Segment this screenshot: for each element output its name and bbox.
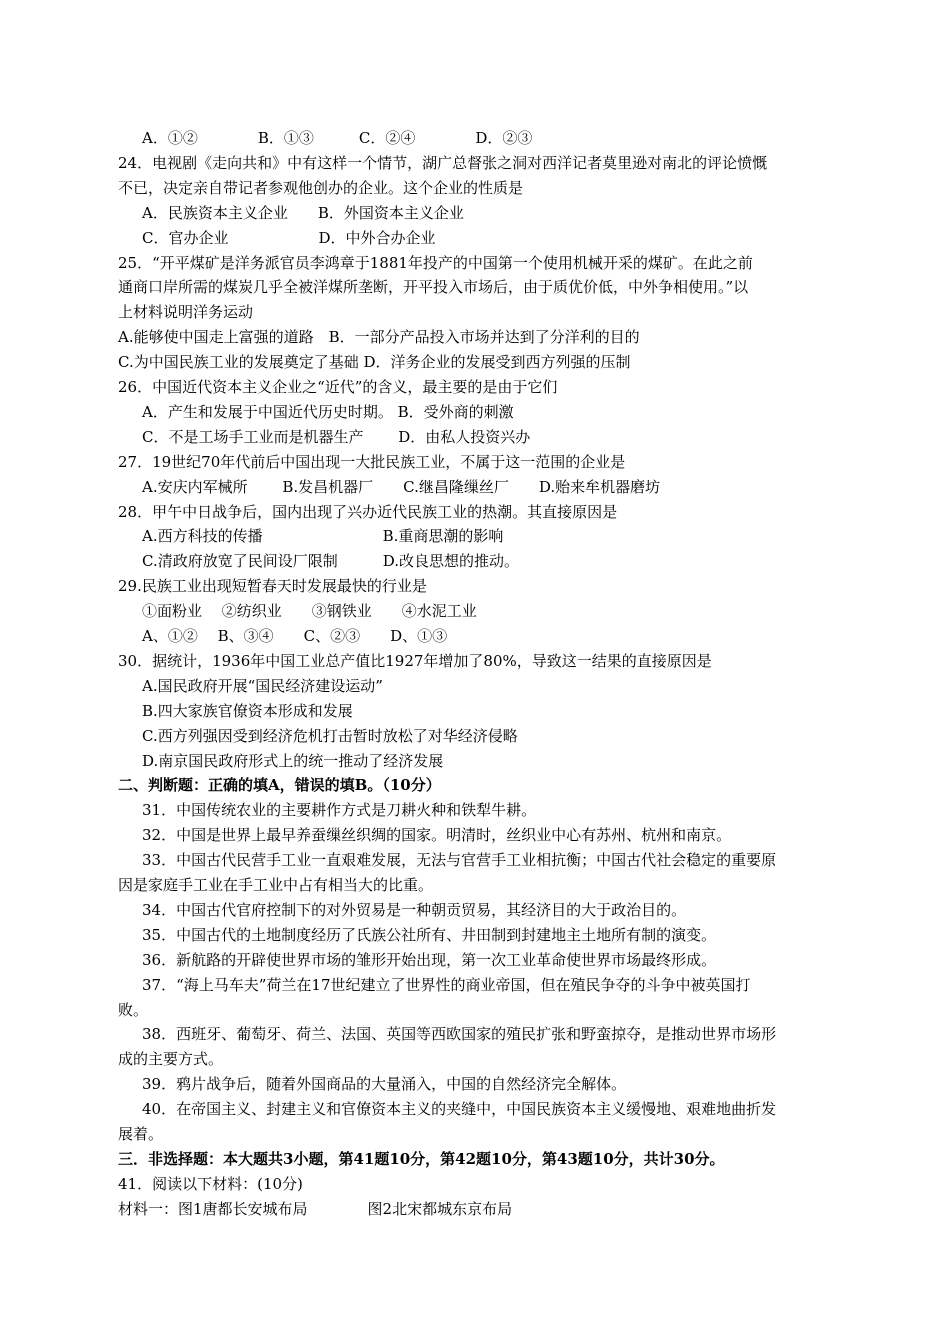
text-line: A.国民政府开展“国民经济建设运动” <box>142 676 383 695</box>
text-line: 33．中国古代民营手工业一直艰难发展，无法与官营手工业相抗衡；中国古代社会稳定的重要原 <box>142 851 777 870</box>
text-line: C．不是工场手工业而是机器生产 D．由私人投资兴办 <box>142 427 531 446</box>
text-line: 材料一：图1唐都长安城布局 图2北宋都城东京布局 <box>118 1199 513 1218</box>
text-line: 36．新航路的开辟使世界市场的雏形开始出现，第一次工业革命使世界市场最终形成。 <box>142 950 717 969</box>
text-line: 30．据统计，1936年中国工业总产值比1927年增加了80%，导致这一结果的直接原因是 <box>118 651 712 670</box>
text-line: 三．非选择题：本大题共3小题，第41题10分，第42题10分，第43题10分，共计30分。 <box>118 1149 725 1168</box>
text-line: 32．中国是世界上最早养蚕缫丝织绸的国家。明清时，丝织业中心有苏州、杭州和南京。 <box>142 826 732 845</box>
text-line: 28．甲午中日战争后，国内出现了兴办近代民族工业的热潮。其直接原因是 <box>118 502 618 521</box>
text-line: 不已，决定亲自带记者参观他创办的企业。这个企业的性质是 <box>118 178 524 197</box>
text-line: A．①② B．①③ C．②④ D．②③ <box>142 129 533 147</box>
text-line: A.安庆内军械所 B.发昌机器厂 C.继昌隆缫丝厂 D.贻来牟机器磨坊 <box>142 477 661 496</box>
text-line: 29.民族工业出现短暂春天时发展最快的行业是 <box>118 577 427 596</box>
text-line: 成的主要方式。 <box>118 1050 224 1069</box>
text-line: A．产生和发展于中国近代历史时期。 B．受外商的刺激 <box>142 402 514 421</box>
text-line: 35．中国古代的土地制度经历了氏族公社所有、井田制到封建地主土地所有制的演变。 <box>142 925 717 944</box>
text-line: 上材料说明洋务运动 <box>118 303 254 322</box>
text-line: 27．19世纪70年代前后中国出现一大批民族工业，不属于这一范围的企业是 <box>118 452 626 471</box>
text-line: C.清政府放宽了民间设厂限制 D.改良思想的推动。 <box>142 552 519 571</box>
text-line: 34．中国古代官府控制下的对外贸易是一种朝贡贸易，其经济目的大于政治目的。 <box>142 900 687 919</box>
text-line: 31．中国传统农业的主要耕作方式是刀耕火种和铁犁牛耕。 <box>142 801 537 820</box>
text-line: 因是家庭手工业在手工业中占有相当大的比重。 <box>118 876 434 894</box>
text-line: C.西方列强因受到经济危机打击暂时放松了对华经济侵略 <box>142 726 518 745</box>
text-line: 26．中国近代资本主义企业之“近代”的含义，最主要的是由于它们 <box>118 378 558 396</box>
text-line: A．民族资本主义企业 B．外国资本主义企业 <box>142 203 464 222</box>
text-line: A.能够使中国走上富强的道路 B．一部分产品投入市场并达到了分洋利的目的 <box>118 328 640 347</box>
text-line: ①面粉业 ②纺织业 ③钢铁业 ④水泥工业 <box>142 602 477 621</box>
text-line: C.为中国民族工业的发展奠定了基础 D．洋务企业的发展受到西方列强的压制 <box>118 353 631 372</box>
text-line: 25．“开平煤矿是洋务派官员李鸿章于1881年投产的中国第一个使用机械开采的煤矿。在此之前 <box>118 253 753 272</box>
text-line: 37．“海上马车夫”荷兰在17世纪建立了世界性的商业帝国，但在殖民争夺的斗争中被英国打 <box>142 975 751 994</box>
text-line: 败。 <box>118 1000 149 1019</box>
text-line: 38．西班牙、葡萄牙、荷兰、法国、英国等西欧国家的殖民扩张和野蛮掠夺，是推动世界市场形 <box>142 1025 777 1044</box>
text-line: A、①② B、③④ C、②③ D、①③ <box>142 627 448 645</box>
text-line: A.西方科技的传播 B.重商思潮的影响 <box>142 527 504 546</box>
text-line: 40．在帝国主义、封建主义和官僚资本主义的夹缝中，中国民族资本主义缓慢地、艰难地曲折发 <box>142 1100 777 1119</box>
text-line: 39．鸦片战争后，随着外国商品的大量涌入，中国的自然经济完全解体。 <box>142 1075 627 1094</box>
text-line: B.四大家族官僚资本形成和发展 <box>142 701 353 720</box>
text-line: 二、判断题：正确的填A，错误的填B。（10分） <box>118 776 441 795</box>
text-line: 通商口岸所需的煤炭几乎全被洋煤所垄断，开平投入市场后，由于质优价低，中外争相使用。”以 <box>118 278 749 297</box>
text-line: 展着。 <box>118 1125 164 1143</box>
text-line: D.南京国民政府形式上的统一推动了经济发展 <box>142 751 444 770</box>
text-line: C．官办企业 D．中外合办企业 <box>142 228 436 247</box>
text-line: 41．阅读以下材料：(10分) <box>118 1174 303 1193</box>
text-line: 24．电视剧《走向共和》中有这样一个情节，湖广总督张之洞对西洋记者莫里逊对南北的评论愤慨 <box>118 153 768 172</box>
